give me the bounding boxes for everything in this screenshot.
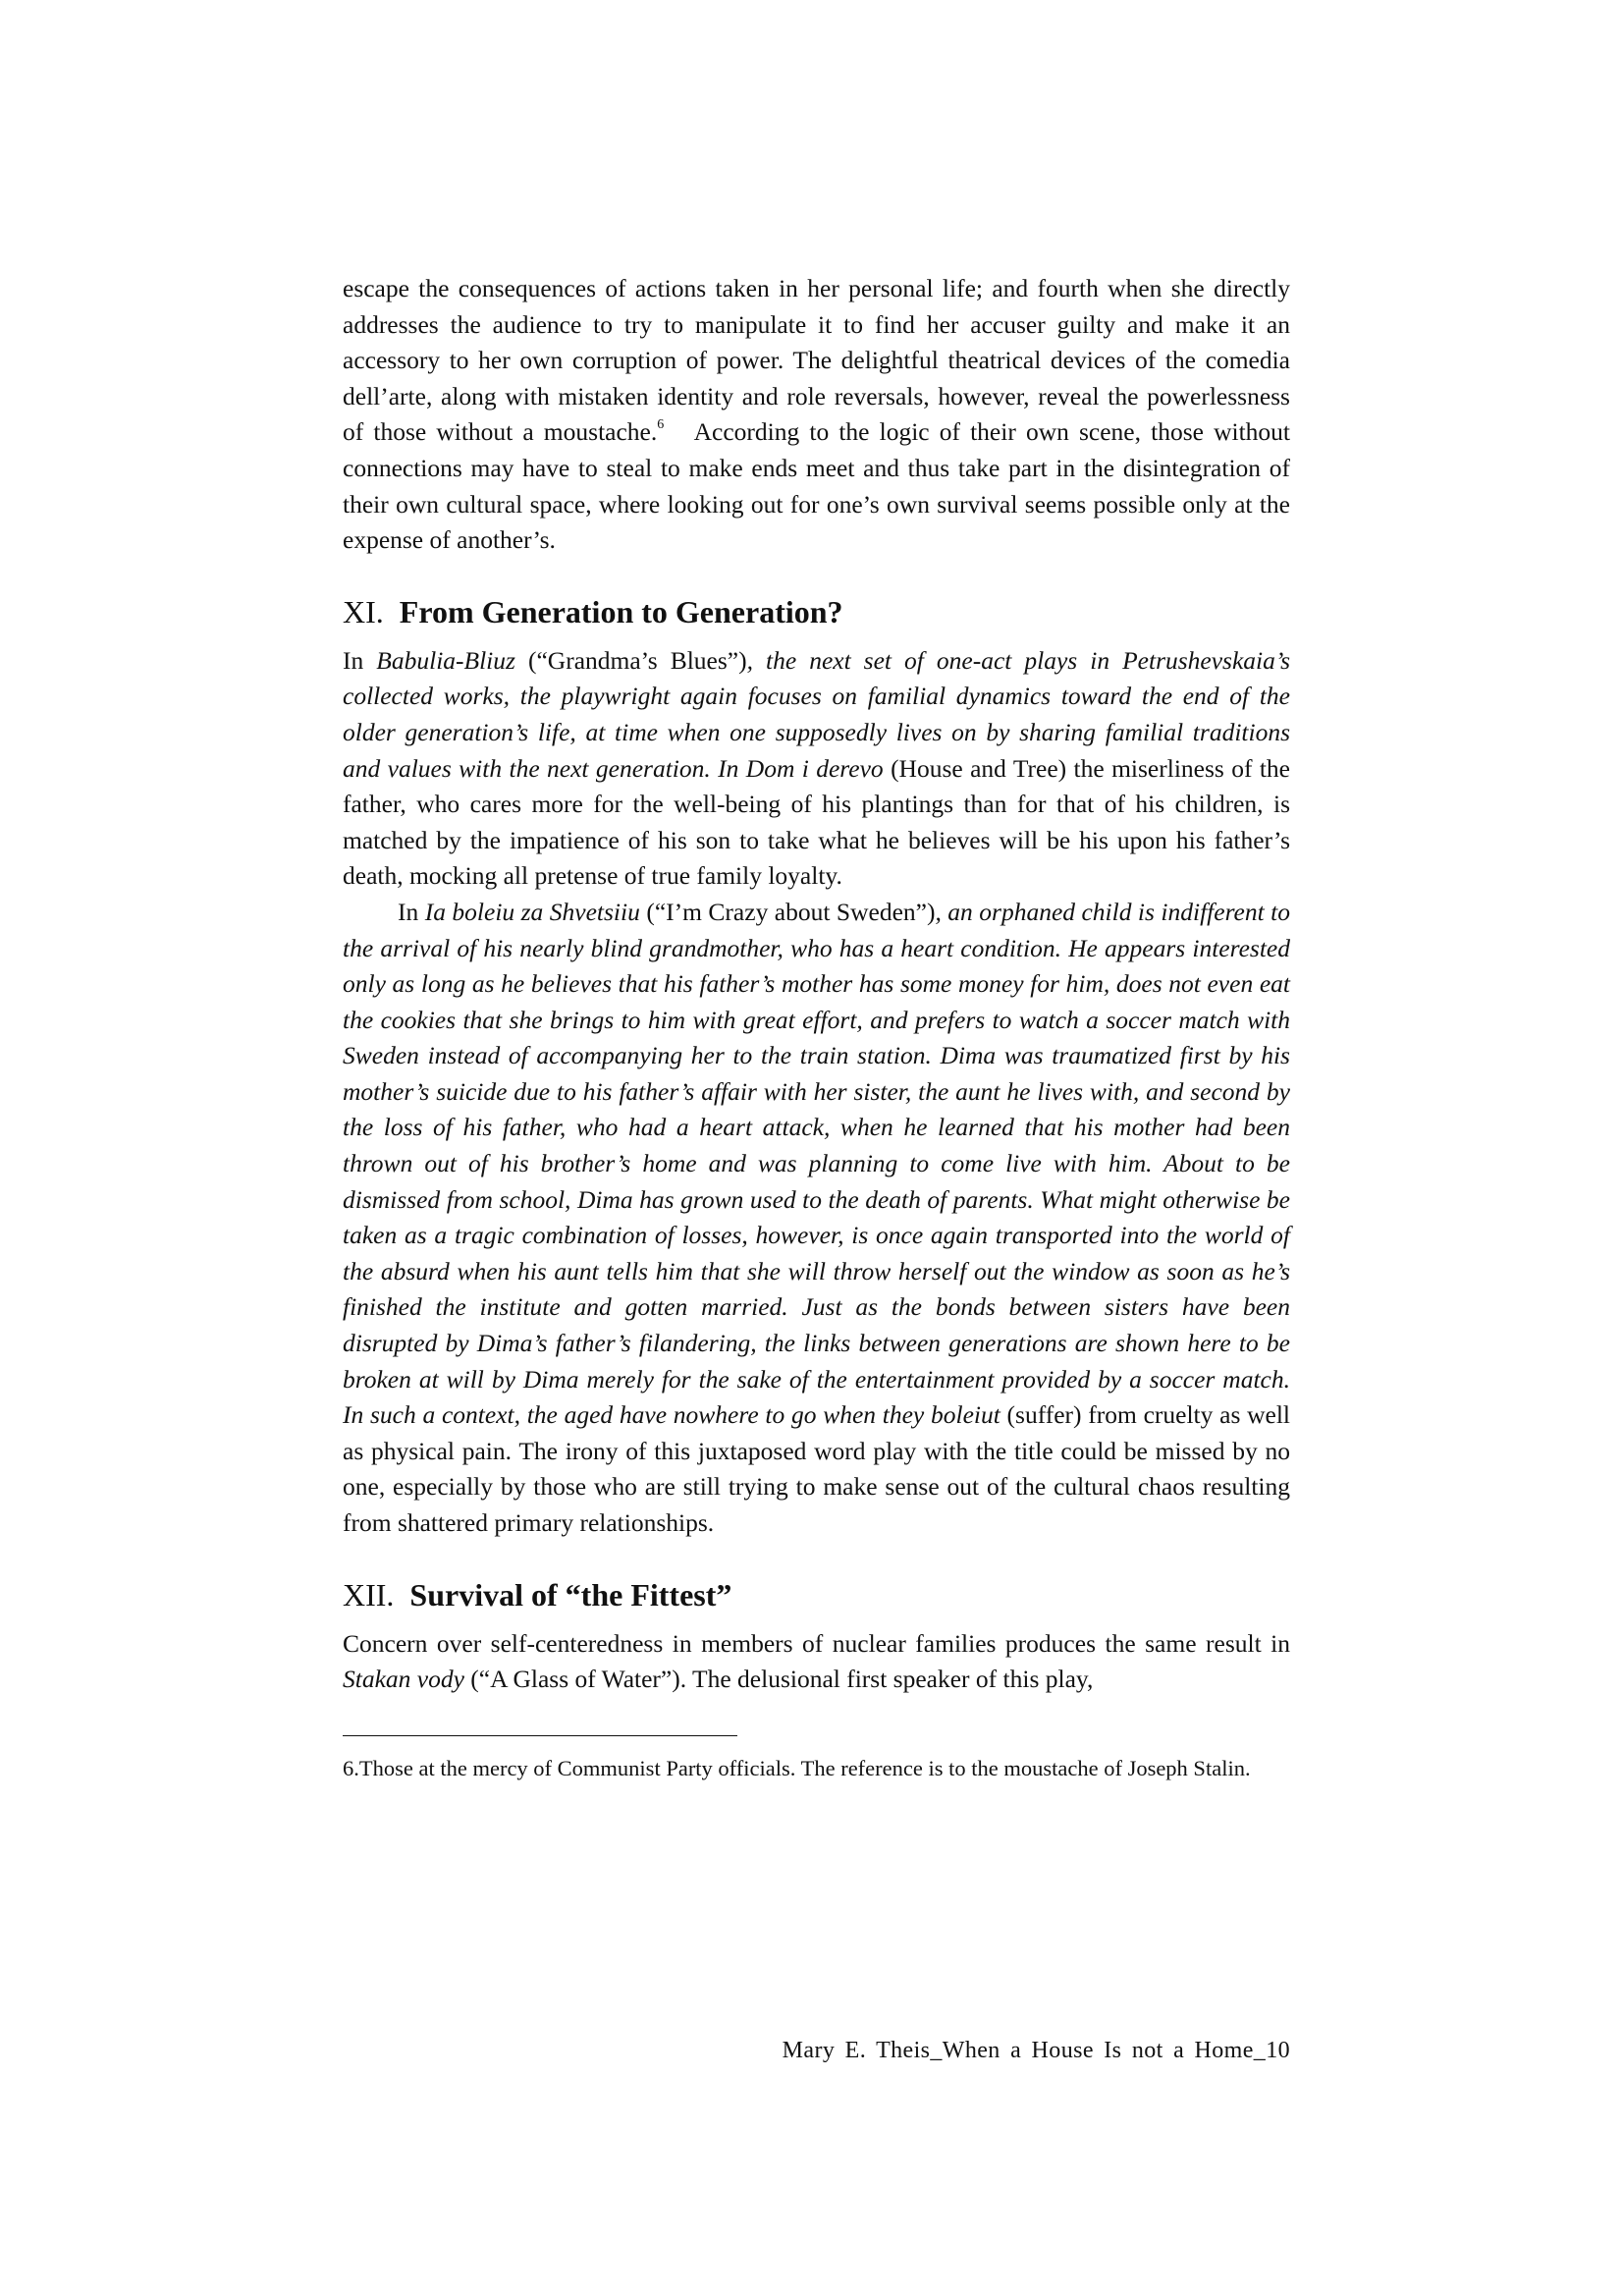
text-run: (suffer) from cruelty as well as physical pain. The irony of this juxtaposed word play with the title could be missed by no one, especially by those who are still trying to make sense out of the cultural chaos resulting from shattered primary relationships.	[343, 1400, 1291, 1537]
section-xii-paragraph-1	[343, 1626, 1290, 1698]
text-run: Concern over self-centeredness in members of nuclear families produces the same result in	[343, 1628, 1290, 1658]
section-heading-xi	[343, 592, 1290, 631]
italic-term: boleiut	[930, 1400, 1000, 1430]
text-run: In	[398, 897, 425, 926]
section-number: XI.	[343, 593, 384, 629]
text-run: (House and Tree) the miserliness of the father, who cares more for the well-being of his plantings than for that of his children, is matched by the impatience of his son to take what he believes will be his upon his father’s death, mocking all pretense of true family loyalty.	[343, 753, 1290, 891]
footnote-reference[interactable]: 6	[657, 417, 665, 433]
section-heading-xii	[343, 1575, 1290, 1614]
play-title: Babulia-Bliuz	[376, 645, 515, 675]
text-run: In	[343, 645, 377, 675]
text-run: (“A Glass of Water”). The delusional first speaker of this play,	[463, 1665, 1094, 1694]
intro-paragraph-tail: According to the logic of their own scene, those without connections may have to steal to make ends meet and thus take part in the disintegration of their own cultural space, where looking out for one’s own survival seems possible only at the expense of another’s.	[343, 417, 1290, 555]
text-run: (“Grandma’s Blues”)	[514, 645, 747, 675]
intro-paragraph	[343, 271, 1290, 559]
play-title: Dom i derevo	[745, 753, 884, 783]
text-run: (“I’m Crazy about Sweden”)	[639, 897, 936, 926]
section-title: From Generation to Generation?	[399, 593, 843, 629]
footnote: 6.Those at the mercy of Communist Party officials. The reference is to the moustache of Joseph Stalin.	[343, 1755, 1251, 1780]
footnote-divider	[343, 1735, 737, 1736]
section-title: Survival of “the Fittest”	[409, 1576, 732, 1613]
section-xi-paragraph-1	[343, 643, 1290, 895]
section-number: XII.	[343, 1576, 395, 1613]
page-footer: Mary E. Theis_When a House Is not a Home_10	[782, 2038, 1290, 2063]
page-body	[343, 271, 1290, 1785]
text-run: , the next set of one-act plays in Petrushevskaia’s collected works, the playwright again focuses on familial dynamics toward the end of the older generation’s life, at time when one supposedly lives on by sharing familial traditions and values with the next generation. In	[343, 645, 1291, 783]
intro-paragraph-text: escape the consequences of actions taken in her personal life; and fourth when she directly addresses the audience to try to manipulate it to find her accuser guilty and make it an accessory to her own corruption of power. The delightful theatrical devices of the comedia dell’arte, along with mistaken identity and role reversals, however, reveal the powerlessness of those without a moustache.	[343, 274, 1290, 447]
play-title: Ia boleiu za Shvetsiiu	[424, 897, 640, 926]
section-xi-paragraph-2	[343, 895, 1290, 1542]
text-run: , an orphaned child is indifferent to the arrival of his nearly blind grandmother, who has a heart condition. He appears interested only as long as he believes that his father’s mother has some money for him, does not even eat the cookies that she brings to him with great effort, and prefers to watch a soccer match with Sweden instead of accompanying her to the train station. Dima was traumatized first by his mother’s suicide due to his father’s affair with her sister, the aunt he lives with, and second by the loss of his father, who had a heart attack, when he learned that his mother had been thrown out of his brother’s home and was planning to come live with him. About to be dismissed from school, Dima has grown used to the death of parents. What might otherwise be taken as a tragic combination of losses, however, is once again transported into the world of the absurd when his aunt tells him that she will throw herself out the window as soon as he’s finished the institute and gotten married. Just as the bonds between sisters have been disrupted by Dima’s father’s filandering, the links between generations are shown here to be broken at will by Dima merely for the sake of the entertainment provided by a soccer match. In such a context, the aged have nowhere to go when they	[343, 897, 1291, 1430]
play-title: Stakan vody	[343, 1665, 464, 1694]
